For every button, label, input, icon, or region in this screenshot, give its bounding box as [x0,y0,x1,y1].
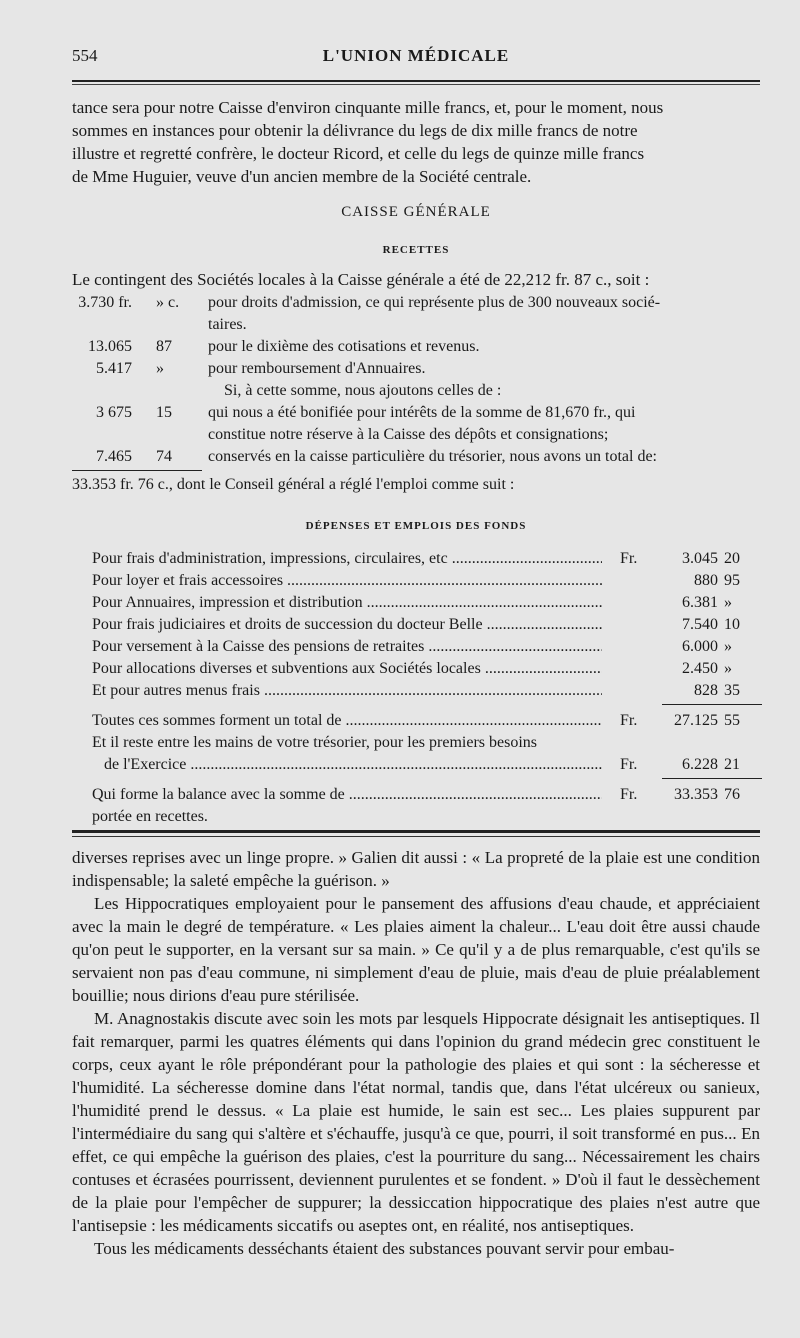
depenses-title: DÉPENSES ET EMPLOIS DES FONDS [305,520,527,532]
recettes-amount: 5.417 [96,360,132,377]
recettes-total: 33.353 fr. 76 c., dont le Conseil général a réglé l'emploi comme suit : [72,476,515,493]
depenses-label: Pour Annuaires, impression et distribution ..... [92,592,602,614]
section-title: CAISSE GÉNÉRALE [341,204,491,220]
running-title: L'UNION MÉDICALE [322,46,510,65]
depenses-label: Pour frais d'administration, impressions, circulaires, etc ..... [92,548,602,570]
balance-label: Qui forme la balance avec la somme de ..... [92,784,602,806]
body-paragraph: M. Anagnostakis discute avec soin les mots par lesquels Hippocrate désignait les antiseptiques. Il fait remarquer, parmi les quatres éléments qui dans l'opinion du grand médecin grec constituent le corps, ceux ayant le rôle prépondérant pour la pathologie des plaies et qui sont : la sécheresse et l'humidité. La sécheresse domine dans l'état normal, tandis que, dans l'état ulcéreux ou sanieux, l'humidité prend le dessus. « La plaie est humide, le sain est sec... Les plaies suppurent par l'intermédiaire du sang qui s'altère et s'échauffe, jusqu'à ce que, pourri, il soit transformé en pus... En effet, ce qui empêche la guérison des plaies, c'est la pourriture du sang... Nécessairement les chairs contuses et écrasées pourrissent, deviennent purulentes et se fondent. » D'où il faut le dessèchement de la plaie pour l'empêcher de suppurer; la dessiccation hippocratique des plaies n'est autre que l'antisepsie : les médicaments siccatifs ou aseptes ont, en réalité, nos antiseptiques. [72,1009,760,1235]
depenses-value: 3.045 [682,550,718,567]
recettes-text: constitue notre réserve à la Caisse des dépôts et consignations; [208,426,609,443]
recettes-amount: 3.730 fr. [78,294,132,311]
remainder-text: Et il reste entre les mains de votre trésorier, pour les premiers besoins [92,734,537,751]
recettes-text: pour remboursement d'Annuaires. [208,360,426,377]
depenses-cents: 35 [724,682,740,699]
recettes-amount: 13.065 [88,338,132,355]
body-paragraph: diverses reprises avec un linge propre. » Galien dit aussi : « La propreté de la plaie est une condition indispensable; la saleté empêche la guérison. » [72,848,760,890]
recettes-text: qui nous a été bonifiée pour intérêts de la somme de 81,670 fr., qui [208,404,636,421]
depenses-value: 7.540 [682,616,718,633]
recettes-cents: 15 [156,404,172,421]
depenses-cents: » [724,660,732,677]
depenses-value: 880 [694,572,718,589]
depenses-cents: 95 [724,572,740,589]
depenses-value: 2.450 [682,660,718,677]
depenses-cents: 10 [724,616,740,633]
header-rule-thin [72,84,760,85]
recettes-amount: 3 675 [96,404,132,421]
intro-line: sommes en instances pour obtenir la délivrance du legs de dix mille francs de notre [72,121,638,140]
section-separator-thick [72,830,760,833]
remainder-cents: 21 [724,756,740,773]
recettes-text: conservés en la caisse particulière du trésorier, nous avons un total de: [208,448,657,465]
intro-line: de Mme Huguier, veuve d'un ancien membre de la Société centrale. [72,167,532,186]
recettes-cents: 87 [156,338,172,355]
recettes-amount: 7.465 [96,448,132,465]
body-paragraph: Tous les médicaments desséchants étaient des substances pouvant servir pour embau- [94,1239,675,1258]
balance-value: 33.353 [674,786,718,803]
depenses-label: Pour frais judiciaires et droits de succession du docteur Belle ..... [92,614,602,636]
depenses-cents: » [724,594,732,611]
remainder-label: de l'Exercice ..... [104,754,602,776]
depenses-value: 6.000 [682,638,718,655]
remainder-sum-rule [662,778,762,779]
recettes-cents: » c. [156,294,180,311]
balance-cents: 76 [724,786,740,803]
remainder-value: 6.228 [682,756,718,773]
header-rule [72,80,760,82]
intro-line: illustre et regretté confrère, le docteur Ricord, et celle du legs de quinze mille francs [72,144,645,163]
depenses-fr: Fr. [620,550,638,567]
recettes-title: RECETTES [382,244,450,256]
balance-fr: Fr. [620,786,638,803]
depenses-label: Pour allocations diverses et subventions aux Sociétés locales ..... [92,658,602,680]
recettes-intro: Le contingent des Sociétés locales à la Caisse générale a été de 22,212 fr. 87 c., soit : [72,270,650,289]
page-number: 554 [72,46,98,65]
intro-line: tance sera pour notre Caisse d'environ cinquante mille francs, et, pour le moment, nous [72,98,664,117]
recettes-text: pour le dixième des cotisations et revenus. [208,338,480,355]
depenses-total-value: 27.125 [674,712,718,729]
recettes-cents: » [156,360,164,377]
recettes-cents: 74 [156,448,172,465]
recettes-sum-rule [72,470,202,471]
recettes-text: Si, à cette somme, nous ajoutons celles de : [224,382,502,399]
recettes-text: pour droits d'admission, ce qui représente plus de 300 nouveaux socié- [208,294,661,311]
depenses-value: 6.381 [682,594,718,611]
depenses-label: Et pour autres menus frais ..... [92,680,602,702]
depenses-label: Pour versement à la Caisse des pensions de retraites ..... [92,636,602,658]
depenses-label: Pour loyer et frais accessoires ..... [92,570,602,592]
depenses-total-fr: Fr. [620,712,638,729]
depenses-total-cents: 55 [724,712,740,729]
intro-paragraph [72,96,760,188]
remainder-fr: Fr. [620,756,638,773]
section-separator-thin [72,836,760,837]
balance-line2-text: portée en recettes. [92,808,208,825]
body-paragraph: Les Hippocratiques employaient pour le pansement des affusions d'eau chaude, et appréciaient avec la main le degré de température. « Les plaies aiment la chaleur... L'eau doit être aussi chaude qu'on peut le supporter, en la versant sur sa main. » Ce qu'il y a de plus remarquable, c'est qu'ils se servaient non pas d'eau commune, ni simplement d'eau de pluie, mais d'eau de pluie préalablement bouillie; nous dirions d'eau pure stérilisée. [72,894,760,1005]
page-header [72,46,760,76]
depenses-total-label: Toutes ces sommes forment un total de ..... [92,710,602,732]
body-text [72,846,760,1260]
depenses-sum-rule [662,704,762,705]
depenses-value: 828 [694,682,718,699]
recettes-text: taires. [208,316,247,333]
depenses-cents: » [724,638,732,655]
depenses-cents: 20 [724,550,740,567]
